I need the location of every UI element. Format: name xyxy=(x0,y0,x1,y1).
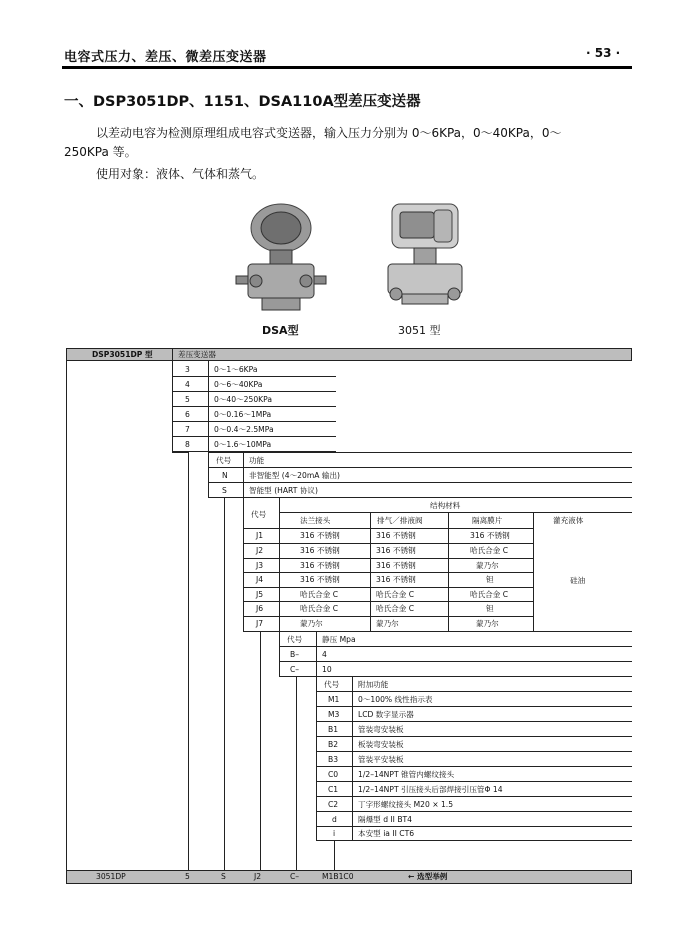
material-diaphragm: 316 不锈钢 xyxy=(470,531,510,540)
option-code: B2 xyxy=(328,740,339,749)
material-flange: 316 不锈钢 xyxy=(300,575,340,584)
model-3051-transmitter-image xyxy=(370,198,480,318)
options-name-header: 附加功能 xyxy=(358,680,389,689)
option-name: 管装弯安装板 xyxy=(358,725,404,734)
material-flange: 316 不锈钢 xyxy=(300,546,340,555)
dsa-caption: DSA型 xyxy=(262,324,299,337)
option-name: 隔爆型 d II BT4 xyxy=(358,815,413,824)
intro-line-1: 以差动电容为检测原理组成电容式变送器，输入压力分别为 0～6KPa，0～40KPa，0～ xyxy=(96,126,562,140)
example-material: J2 xyxy=(254,872,262,881)
material-vent: 蒙乃尔 xyxy=(376,619,399,628)
option-code: M3 xyxy=(328,710,340,719)
dsa-transmitter-image xyxy=(226,198,336,318)
material-diaphragm: 钽 xyxy=(486,604,494,613)
page-number: · 53 · xyxy=(586,46,621,60)
section-title: 一、DSP3051DP、1151、DSA110A型差压变送器 xyxy=(64,94,421,110)
material-code: J3 xyxy=(256,561,264,570)
option-code: d xyxy=(332,815,337,824)
function-name-header: 功能 xyxy=(249,456,265,465)
model-3051-caption: 3051 型 xyxy=(398,324,441,337)
material-fill-value: 硅油 xyxy=(570,576,586,585)
option-name: 1/2–14NPT 锥管内螺纹接头 xyxy=(358,770,455,779)
example-note: ← 选型举例 xyxy=(408,872,448,881)
material-flange: 316 不锈钢 xyxy=(300,561,340,570)
option-name: LCD 数字显示器 xyxy=(358,710,414,719)
range-code: 6 xyxy=(185,410,190,419)
material-flange: 哈氏合金 C xyxy=(300,590,339,599)
function-name: 智能型 (HART 协议) xyxy=(249,486,318,495)
material-diaphragm: 蒙乃尔 xyxy=(476,619,499,628)
material-code: J7 xyxy=(256,619,264,628)
material-vent: 316 不锈钢 xyxy=(376,531,416,540)
range-value: 0～1.6～10MPa xyxy=(214,440,272,449)
material-vent-header: 排气／排液阀 xyxy=(377,516,423,525)
material-group-header: 结构材料 xyxy=(430,501,461,510)
material-vent: 316 不锈钢 xyxy=(376,561,416,570)
range-code: 4 xyxy=(185,380,190,389)
running-header-title: 电容式压力、差压、微差压变送器 xyxy=(64,50,267,65)
example-options: M1B1C0 xyxy=(322,872,354,881)
intro-line-2: 250KPa 等。 xyxy=(64,145,137,159)
header-rule xyxy=(62,66,632,69)
material-code: J1 xyxy=(256,531,264,540)
option-name: 1/2–14NPT 引压接头后部焊接引压管Φ 14 xyxy=(358,785,503,794)
material-code: J2 xyxy=(256,546,264,555)
option-name: 丁字形螺纹接头 M20 × 1.5 xyxy=(358,800,454,809)
material-diaphragm: 哈氏合金 C xyxy=(470,590,509,599)
range-code: 5 xyxy=(185,395,190,404)
option-code: B1 xyxy=(328,725,339,734)
model-label: DSP3051DP 型 xyxy=(92,350,153,359)
option-code: M1 xyxy=(328,695,340,704)
function-code: S xyxy=(222,486,227,495)
pressure-code: B– xyxy=(290,650,300,659)
material-vent: 哈氏合金 C xyxy=(376,590,415,599)
material-code-header: 代号 xyxy=(251,510,267,519)
range-code: 7 xyxy=(185,425,190,434)
option-name: 管装平安装板 xyxy=(358,755,404,764)
range-value: 0～0.16～1MPa xyxy=(214,410,272,419)
function-code-header: 代号 xyxy=(216,456,232,465)
example-pressure: C– xyxy=(290,872,300,881)
function-name: 非智能型 (4～20mA 输出) xyxy=(249,471,340,480)
example-model: 3051DP xyxy=(96,872,126,881)
material-flange: 蒙乃尔 xyxy=(300,619,323,628)
material-diaphragm: 哈氏合金 C xyxy=(470,546,509,555)
example-range: 5 xyxy=(185,872,190,881)
material-diaphragm-header: 隔离膜片 xyxy=(472,516,503,525)
material-fill-header: 灌充液体 xyxy=(553,516,584,525)
pressure-code: C– xyxy=(290,665,300,674)
model-description: 差压变送器 xyxy=(178,350,216,359)
range-code: 3 xyxy=(185,365,190,374)
function-code: N xyxy=(222,471,228,480)
material-vent: 哈氏合金 C xyxy=(376,604,415,613)
material-code: J6 xyxy=(256,604,264,613)
material-code: J4 xyxy=(256,575,264,584)
option-code: C1 xyxy=(328,785,339,794)
material-diaphragm: 钽 xyxy=(486,575,494,584)
pressure-value: 4 xyxy=(322,650,327,659)
option-code: C2 xyxy=(328,800,339,809)
range-value: 0～6～40KPa xyxy=(214,380,263,389)
pressure-code-header: 代号 xyxy=(287,635,303,644)
options-code-header: 代号 xyxy=(324,680,340,689)
material-code: J5 xyxy=(256,590,264,599)
option-code: C0 xyxy=(328,770,339,779)
usage-text: 使用对象：液体、气体和蒸气。 xyxy=(96,167,265,181)
option-name: 0～100% 线性指示表 xyxy=(358,695,433,704)
option-code: B3 xyxy=(328,755,339,764)
option-name: 板装弯安装板 xyxy=(358,740,404,749)
range-value: 0～0.4～2.5MPa xyxy=(214,425,274,434)
pressure-value: 10 xyxy=(322,665,332,674)
material-flange: 316 不锈钢 xyxy=(300,531,340,540)
material-flange: 哈氏合金 C xyxy=(300,604,339,613)
example-function: S xyxy=(221,872,226,881)
option-name: 本安型 ia II CT6 xyxy=(358,829,415,838)
material-diaphragm: 蒙乃尔 xyxy=(476,561,499,570)
material-vent: 316 不锈钢 xyxy=(376,575,416,584)
option-code: i xyxy=(333,829,336,838)
material-vent: 316 不锈钢 xyxy=(376,546,416,555)
material-flange-header: 法兰接头 xyxy=(300,516,331,525)
range-value: 0～1～6KPa xyxy=(214,365,258,374)
range-code: 8 xyxy=(185,440,190,449)
range-value: 0～40～250KPa xyxy=(214,395,273,404)
pressure-name-header: 静压 Mpa xyxy=(322,635,356,644)
